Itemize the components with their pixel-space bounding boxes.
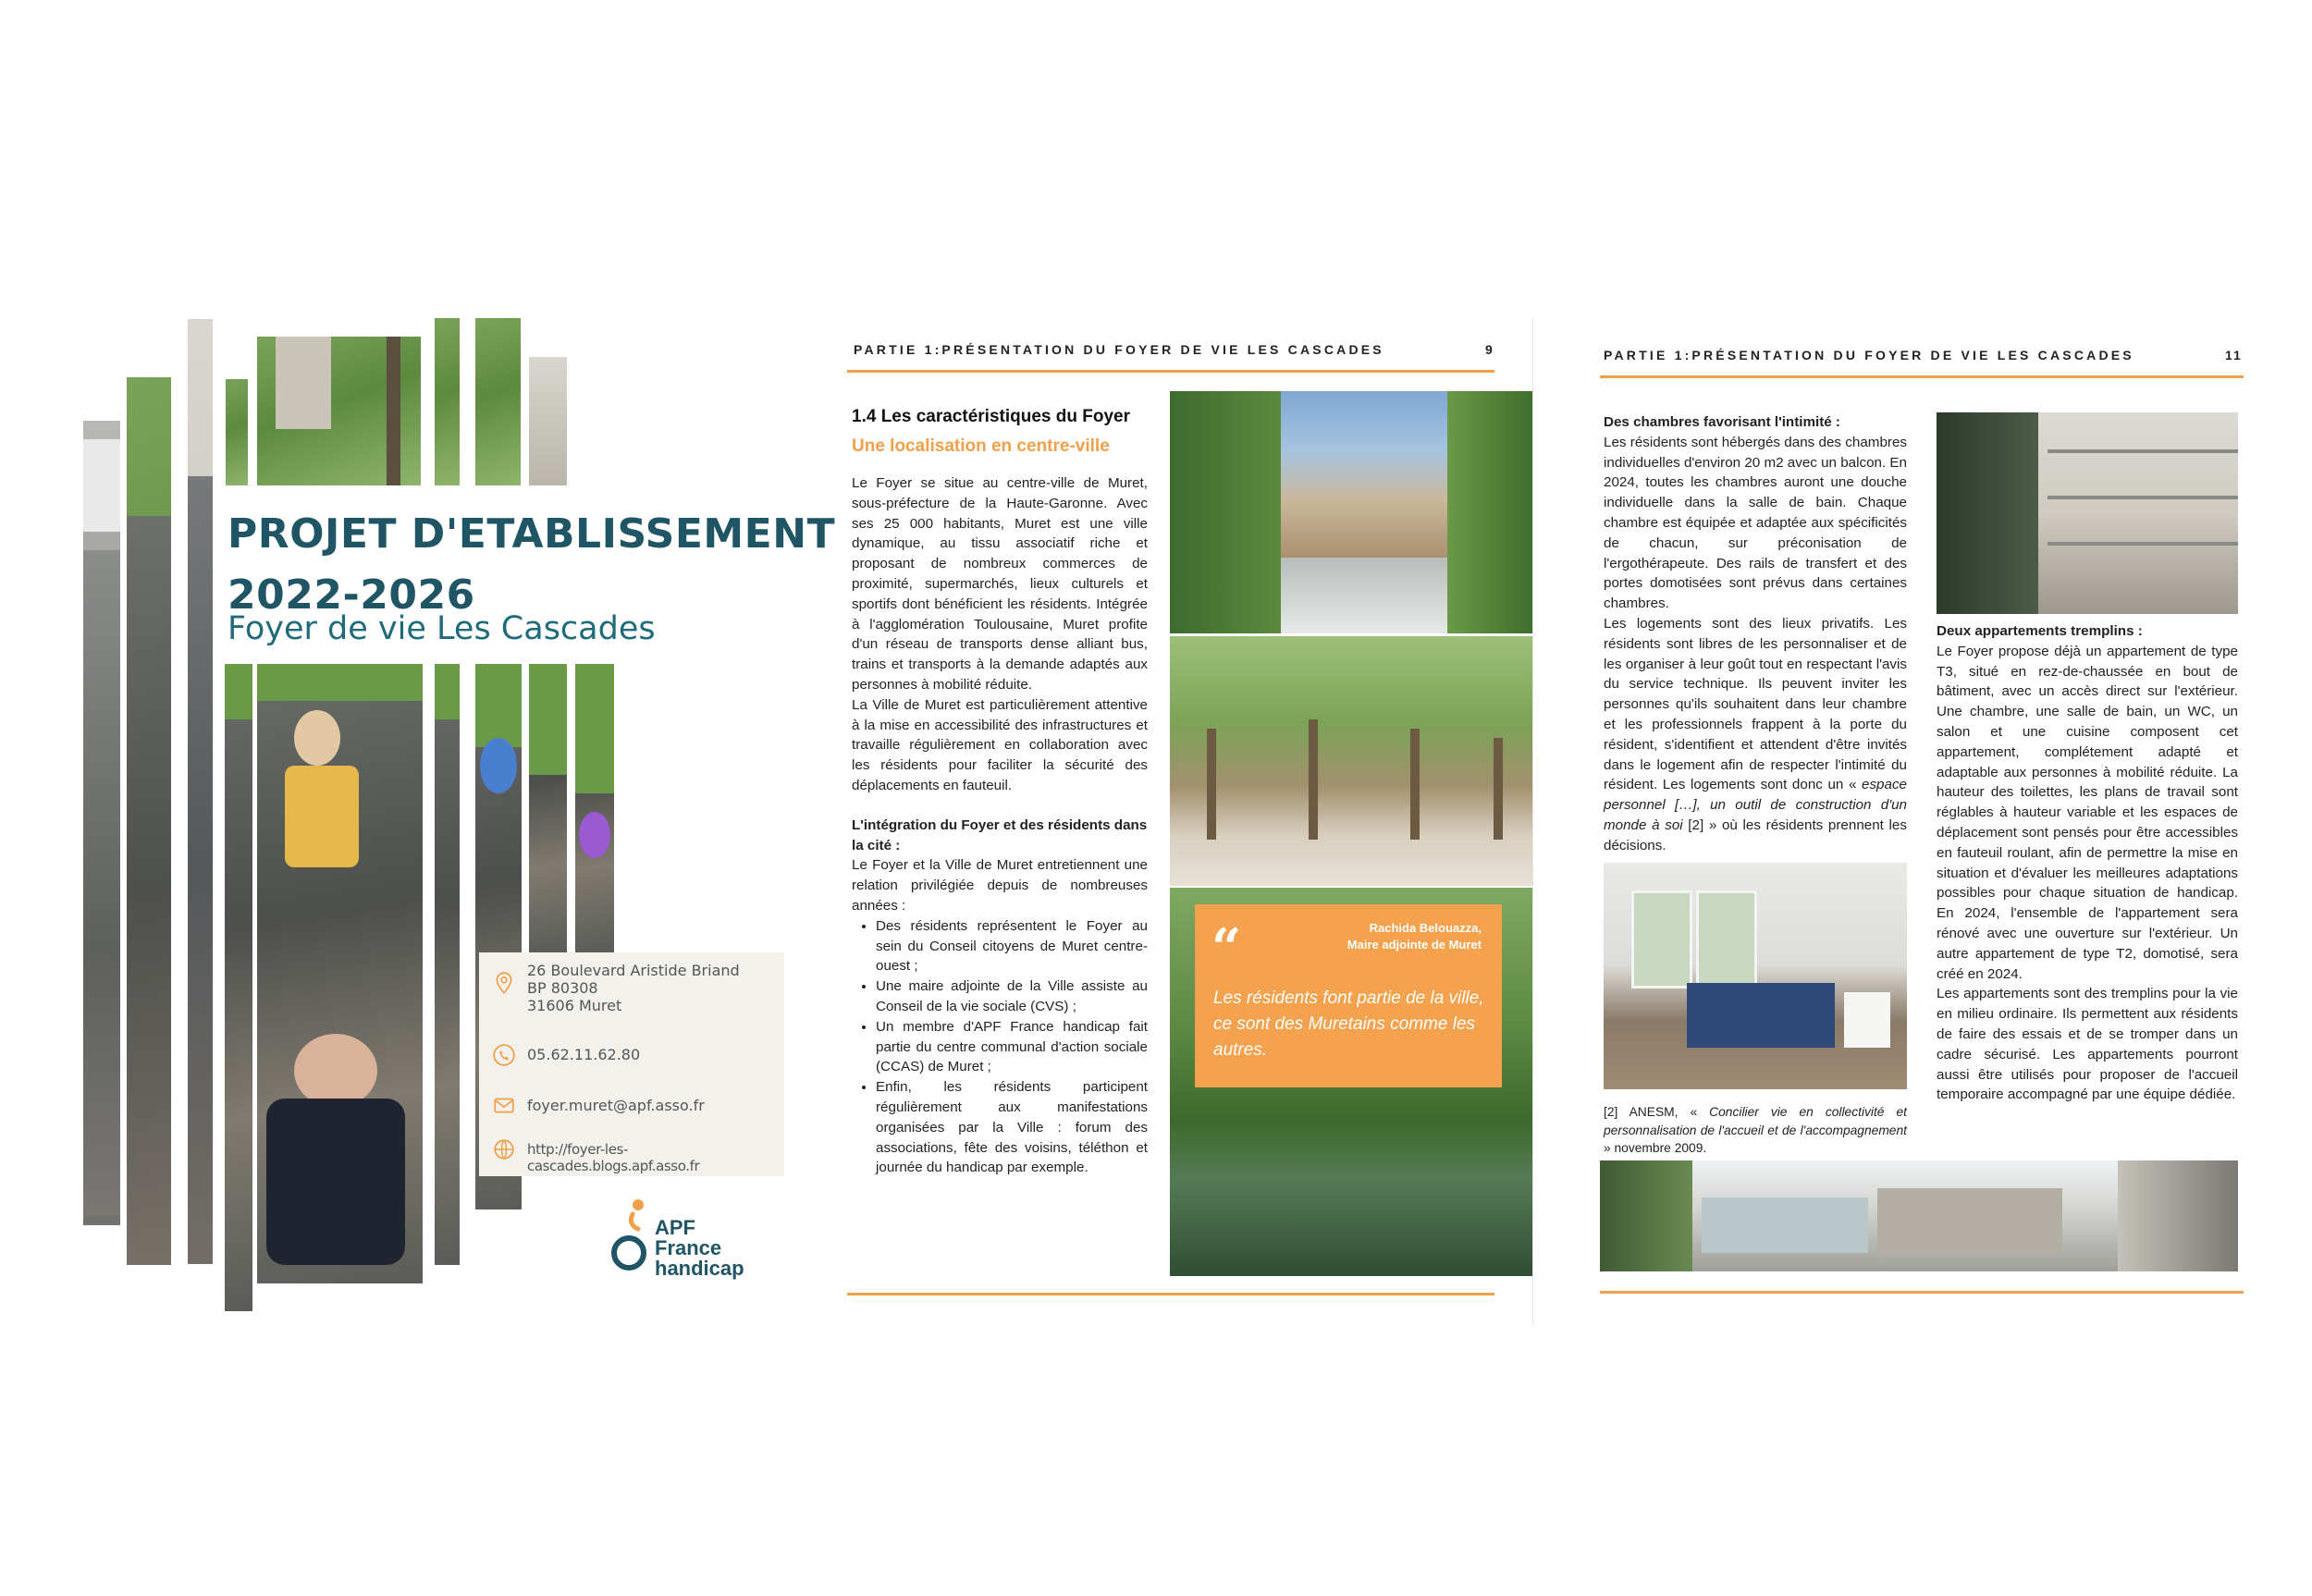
paragraph: Le Foyer se situe au centre-ville de Muret, sous-préfecture de la Haute-Garonne. Avec ses 25 000 habitants, Muret est une ville dynamique, au tissu associatif riche et proposant de nombreux commerces de proximité, supermarchés, lieux culturels et sportifs dont bénéficient les résidents. Intégrée à l'agglomération Toulousaine, Muret profite d'un réseau de transports dense alliant bus, trains et transports à la demande adaptés aux personnes à mobilité réduite. [852,475,1148,693]
paragraph: La Ville de Muret est particulièrement attentive à la mise en accessibilité des infrastructures et travaille régulièrement en collaboration avec les résidents pour faciliter la sécurité des déplacements en fauteuil. [852,696,1148,793]
logo-text-france: France [655,1236,722,1259]
cover-title-line1: PROJET D'ETABLISSEMENT [228,510,836,558]
footnote-title: Concilier vie en collectivité et personnalisation de l'accueil et de l'accompagnement [1604,1105,1907,1137]
cover-photo-strip [225,664,252,1311]
cover-photo-strip [257,337,421,485]
page-number: 9 [1485,342,1494,357]
bedroom-photo [1604,863,1907,1089]
subheading: Deux appartements tremplins : [1937,623,2143,639]
footer-rule [1600,1291,2244,1294]
list-item: • Un membre d'APF France handicap fait partie du centre communal d'action sociale (CCAS) de Muret ; [876,1017,1148,1077]
logo-text-handicap: handicap [655,1257,744,1280]
paragraph: Les appartements sont des tremplins pour la vie en milieu ordinaire. Ils permettent aux résidents de faire des essais et de se tromper dans un cadre sécurisé. Les appartements pourront aussi être utilisés pour proposer de l'accueil temporaire accompagné par une équipe dédiée. [1937,986,2238,1103]
phone-number[interactable]: 05.62.11.62.80 [527,1046,641,1063]
apf-logo-mark [610,1197,651,1281]
page9-text-column [852,407,1148,1178]
paragraph: Le Foyer propose déjà un appartement de type T3, situé en rez-de-chaussée en bout de bâtiment, avec un accès direct sur l'extérieur. Une chambre, une salle de bain, un WC, un salon et une cuisine composent cet appartement, complétement adapté et adaptable aux personnes à mobilité réduite. La hauteur des toilettes, les plans de travail sont réglables à hauteur variable et les espaces de déplacement sont pensés pour être accessibles en fauteuil roulant, afin de permettre la mise en situation et d'évaluer les meilleures adaptations possibles pour chaque situation de handicap. En 2024, l'ensemble de l'appartement sera rénové avec une ouverture sur l'extérieur. Un autre appartement de type T2, domotisé, sera créé en 2024. [1937,643,2238,982]
paragraph-text: [2] » où les résidents prennent les décisions. [1604,816,1907,853]
page-number: 11 [2225,348,2243,362]
quote-italic: espace personnel […], un outil de construction d'un monde à soi [1604,777,1907,833]
cover-photo-strip [575,664,614,952]
contact-box [479,952,784,1176]
subsection-title: Une localisation en centre-ville [852,436,1110,456]
cover-photo-strip [127,377,171,1265]
list-item: • Des résidents représentent le Foyer au sein du Conseil citoyens de Muret centre-ouest ; [876,916,1148,976]
quote-text: Les résidents font partie de la ville, ce sont des Muretains comme les autres. [1213,988,1484,1060]
bullet-list [852,916,1148,1178]
header-rule [1600,375,2244,378]
page-divider [1532,318,1533,1326]
footer-rule [847,1293,1494,1295]
cover-photo-strip [226,379,248,485]
globe-icon [492,1137,516,1161]
cover-title-line2: 2022-2026 [228,571,475,619]
logo-text-apf: APF [655,1216,695,1239]
street-photo [1170,391,1533,633]
cover-photo-strip [475,318,521,485]
cover-title [228,504,835,626]
website-url[interactable]: http://foyer-les-cascades.blogs.apf.asso.fr [527,1141,700,1174]
location-pin-icon [492,971,516,995]
page-header: PARTIE 1:PRÉSENTATION DU FOYER DE VIE LES CASCADES [854,342,1384,357]
facade-photo [1600,1160,2238,1271]
building-photo [1937,412,2238,614]
phone-icon [492,1043,516,1067]
trees-photo [1170,636,1533,886]
cover-subtitle: Foyer de vie Les Cascades [228,610,656,647]
email-icon [492,1093,516,1117]
paragraph-text: Les logements sont des lieux privatifs. Les résidents sont libres de les personnaliser et de les organiser à leur goût tout en respectant l'avis du service technique. Ils peuvent inviter les personnes qu'ils souhaitent dans leur chambre et les professionnels frappent à la porte du résident, s'identifient et attendent d'être invités dans le logement afin de respecter l'intimité du résident. Les logements sont donc un « [1604,615,1907,793]
quote-box [1195,904,1502,1087]
subheading: Des chambres favorisant l'intimité : [1604,414,1840,430]
cover-photo-strip [435,664,460,1265]
page11-left-column [1604,412,1907,856]
cover-photo-strip [529,357,567,485]
address-line1: 26 Boulevard Aristide Briand [527,962,740,979]
paragraph: Le Foyer et la Ville de Muret entretiennent une relation privilégiée depuis de nombreuses années : [852,857,1148,914]
address-line2: BP 80308 [527,979,598,997]
subheading: L'intégration du Foyer et des résidents dans la cité : [852,816,1148,853]
page-header: PARTIE 1:PRÉSENTATION DU FOYER DE VIE LES CASCADES [1604,348,2134,362]
quote-author: Rachida Belouazza, [1369,921,1482,935]
header-rule [847,370,1494,373]
cover-photo-strip [529,664,567,952]
paragraph [1604,614,1907,856]
section-title: 1.4 Les caractéristiques du Foyer [852,407,1130,426]
cover-photo-strip [188,319,213,1264]
footnote [1604,1103,1907,1158]
footnote-text: » novembre 2009. [1604,1141,1707,1155]
list-item: • Enfin, les résidents participent régulièrement aux manifestations organisées par la Ville : forum des associations, fête des voisins, téléthon et journée du handicap par exemple. [876,1077,1148,1178]
apf-logo [610,1197,758,1281]
list-item: • Une maire adjointe de la Ville assiste au Conseil de la vie sociale (CVS) ; [876,976,1148,1017]
cover-photo-strip [435,318,460,485]
cover-photo-strip [83,421,120,1225]
footnote-text: [2] ANESM, « [1604,1105,1710,1119]
page11-right-column [1937,621,2238,1105]
quote-mark-icon: “ [1211,917,1242,978]
quote-author-role: Maire adjointe de Muret [1347,938,1482,951]
address-line3: 31606 Muret [527,997,622,1014]
paragraph: Les résidents sont hébergés dans des chambres individuelles d'environ 20 m2 avec un balcon. En 2024, toutes les chambres auront une douche individuelle dans la salle de bain. Chaque chambre est équipée et adaptée aux spécificités de chacun, sur préconisation de l'ergothérapeute. Des rails de transfert et des portes domotisées sont prévus dans certaines chambres. [1604,434,1907,612]
email-address[interactable]: foyer.muret@apf.asso.fr [527,1097,705,1114]
